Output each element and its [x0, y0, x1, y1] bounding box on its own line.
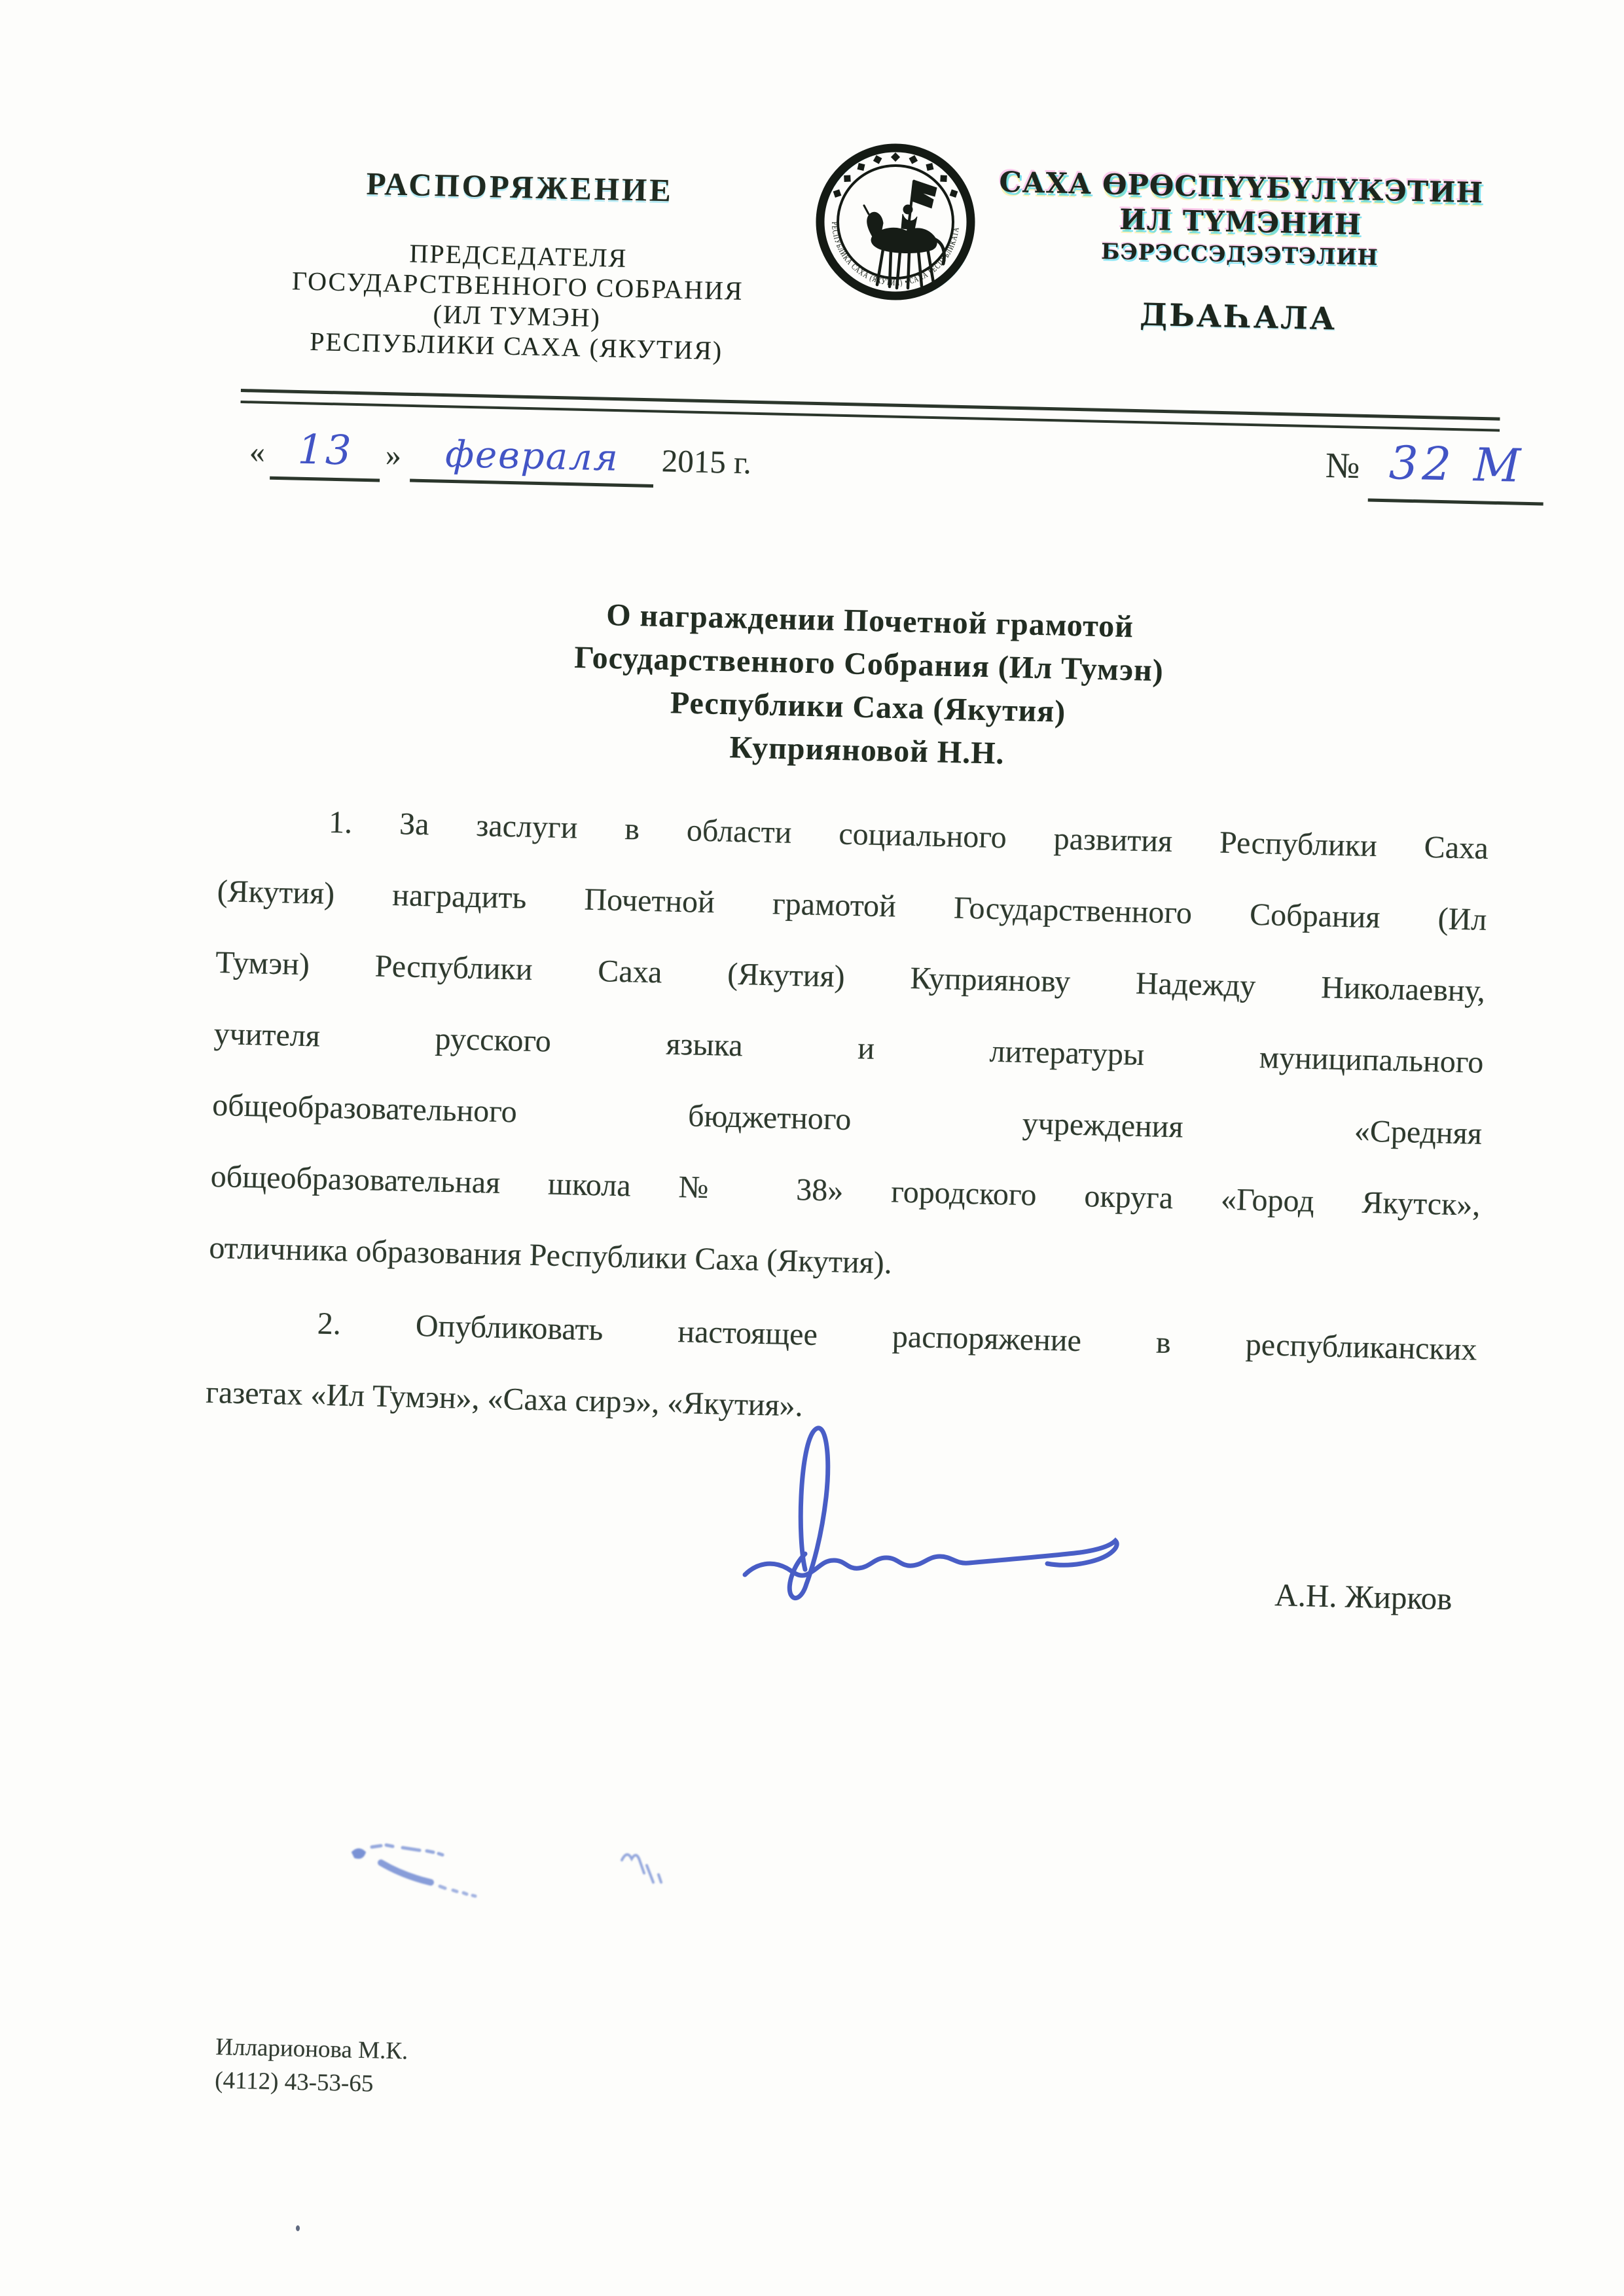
paragraph-1	[208, 798, 1489, 1327]
horseman-icon	[864, 180, 944, 288]
header-divider-rule	[241, 389, 1500, 432]
seal-ring-text: РЕСПУБЛИКА САХА (ЯКУТИЯ) • САХА РЕСПУБЛИКАТА	[829, 221, 962, 288]
quote-open: «	[249, 434, 266, 470]
body-line: (Якутия) наградить Почетной грамотой Государственного Собрания (Ил	[217, 873, 1487, 937]
year-label: 2015 г.	[661, 442, 752, 481]
body-line: 1. За заслуги в области социального развития Республики Саха	[328, 804, 1489, 866]
body-line: общеобразовательная школа № 38» городского округа «Город Якутск»,	[210, 1158, 1481, 1223]
letterhead-left-line: ПРЕДСЕДАТЕЛЯ	[409, 238, 628, 273]
quote-close: »	[385, 437, 402, 473]
ink-smudge	[340, 1831, 707, 1903]
letterhead-left-line: РЕСПУБЛИКИ САХА (ЯКУТИЯ)	[309, 326, 723, 366]
title-line: Куприяновой Н.Н.	[729, 730, 1005, 771]
executor-phone: (4112) 43-53-65	[214, 2066, 374, 2098]
title-line: О награждении Почетной грамотой	[605, 597, 1134, 645]
handwritten-month: февраля	[444, 433, 620, 480]
document-title	[402, 589, 1335, 783]
letterhead-right-line: САХА ӨРӨСПҮҮБҮЛҮКЭТИН	[998, 166, 1484, 210]
sakha-emblem-seal-icon	[814, 139, 977, 304]
signature-ink	[707, 1412, 1139, 1628]
number-line	[1325, 435, 1545, 506]
letterhead-right	[976, 165, 1503, 341]
body-line: 2. Опубликовать настоящее распоряжение в республиканских	[317, 1306, 1477, 1367]
doc-type-sakha: ДЬАҺАЛА	[1139, 296, 1337, 338]
signer-name: А.Н. Жирков	[1274, 1576, 1453, 1617]
day-underline	[270, 425, 381, 482]
handwritten-day: 13	[297, 425, 354, 475]
document-body	[205, 798, 1489, 1471]
letterhead-left-line: (ИЛ ТУМЭН)	[433, 299, 602, 332]
number-sign: №	[1325, 444, 1361, 486]
doc-type-ru: РАСПОРЯЖЕНИЕ	[366, 165, 674, 209]
letterhead-left	[252, 162, 784, 367]
title-line: Республики Саха (Якутия)	[670, 685, 1066, 729]
body-line: газетах «Ил Тумэн», «Саха сирэ», «Якутия».	[205, 1374, 804, 1424]
ink-dot	[296, 2225, 300, 2231]
number-underline	[1368, 436, 1545, 506]
executor-contact	[215, 2030, 408, 2102]
executor-name: Илларионова М.К.	[215, 2033, 408, 2065]
month-underline	[410, 433, 655, 488]
letterhead-left-line: ГОСУДАРСТВЕННОГО СОБРАНИЯ	[291, 266, 744, 306]
body-line: Тумэн) Республики Саха (Якутия) Куприянову Надежду Николаевну,	[215, 944, 1486, 1009]
title-line: Государственного Собрания (Ил Тумэн)	[573, 639, 1164, 689]
date-line	[249, 424, 752, 490]
letterhead-right-line: БЭРЭССЭДЭЭТЭЛИН	[1100, 238, 1379, 270]
body-line: отличника образования Республики Саха (Якутия).	[208, 1230, 893, 1281]
body-line: учителя русского языка и литературы муниципального	[213, 1016, 1484, 1080]
body-line: общеобразовательного бюджетного учреждения «Средняя	[211, 1087, 1483, 1151]
handwritten-number: 32 М	[1388, 436, 1525, 493]
letterhead-right-line: ИЛ ТҮМЭНИН	[1119, 203, 1362, 242]
